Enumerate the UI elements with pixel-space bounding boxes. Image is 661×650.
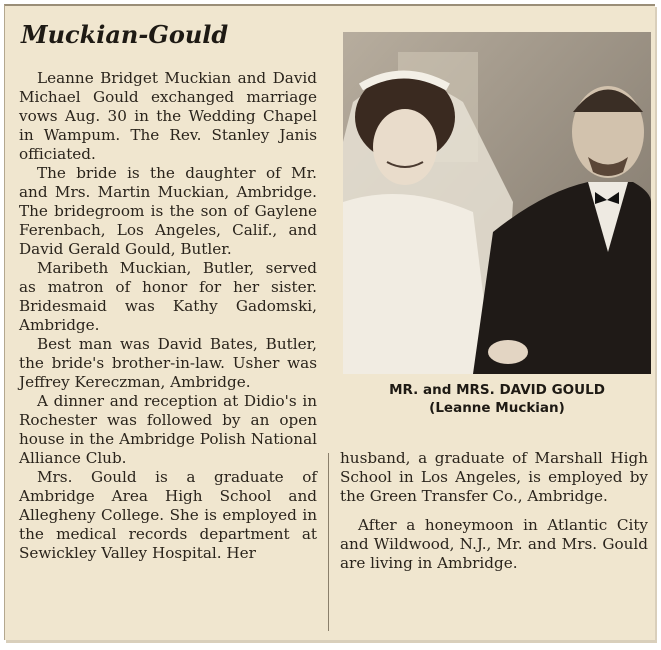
caption-names: MR. and MRS. DAVID GOULD: [389, 382, 605, 398]
paragraph-vows: Leanne Bridget Muckian and David Michael Gould exchanged marriage vows Aug. 30 in the Wedding Chapel in Wampum. The Rev. Stanley Janis officiated.: [19, 69, 317, 163]
paragraph-groom-education: husband, a graduate of Marshall High School in Los Angeles, is employed by the Green Transfer Co., Ambridge.: [340, 449, 648, 505]
photo-caption: [341, 381, 653, 417]
article-column-left: [19, 69, 317, 563]
paragraph-matron: Maribeth Muckian, Butler, served as matron of honor for her sister. Bridesmaid was Kathy Gadomski, Ambridge.: [19, 259, 317, 334]
paragraph-best-man: Best man was David Bates, Butler, the bride's brother-in-law. Usher was Jeffrey Kereczman, Ambridge.: [19, 335, 317, 391]
wedding-photo: [343, 32, 651, 374]
article-column-right: [340, 449, 648, 573]
headline: Muckian-Gould: [21, 20, 229, 49]
newspaper-clipping: [4, 4, 655, 640]
caption-maiden-name: (Leanne Muckian): [429, 400, 565, 416]
paragraph-reception: A dinner and reception at Didio's in Rochester was followed by an open house in the Ambridge Polish National Alliance Club.: [19, 392, 317, 467]
paragraph-honeymoon: After a honeymoon in Atlantic City and Wildwood, N.J., Mr. and Mrs. Gould are living in Ambridge.: [340, 516, 648, 572]
paragraph-bride-education: Mrs. Gould is a graduate of Ambridge Area High School and Allegheny College. She is employed in the medical records department at Sewickley Valley Hospital. Her: [19, 468, 317, 562]
column-divider: [328, 453, 329, 631]
couple-photo-illustration: [343, 32, 651, 374]
paragraph-parents: The bride is the daughter of Mr. and Mrs. Martin Muckian, Ambridge. The bridegroom is the son of Gaylene Ferenbach, Los Angeles, Calif., and David Gerald Gould, Butler.: [19, 164, 317, 258]
